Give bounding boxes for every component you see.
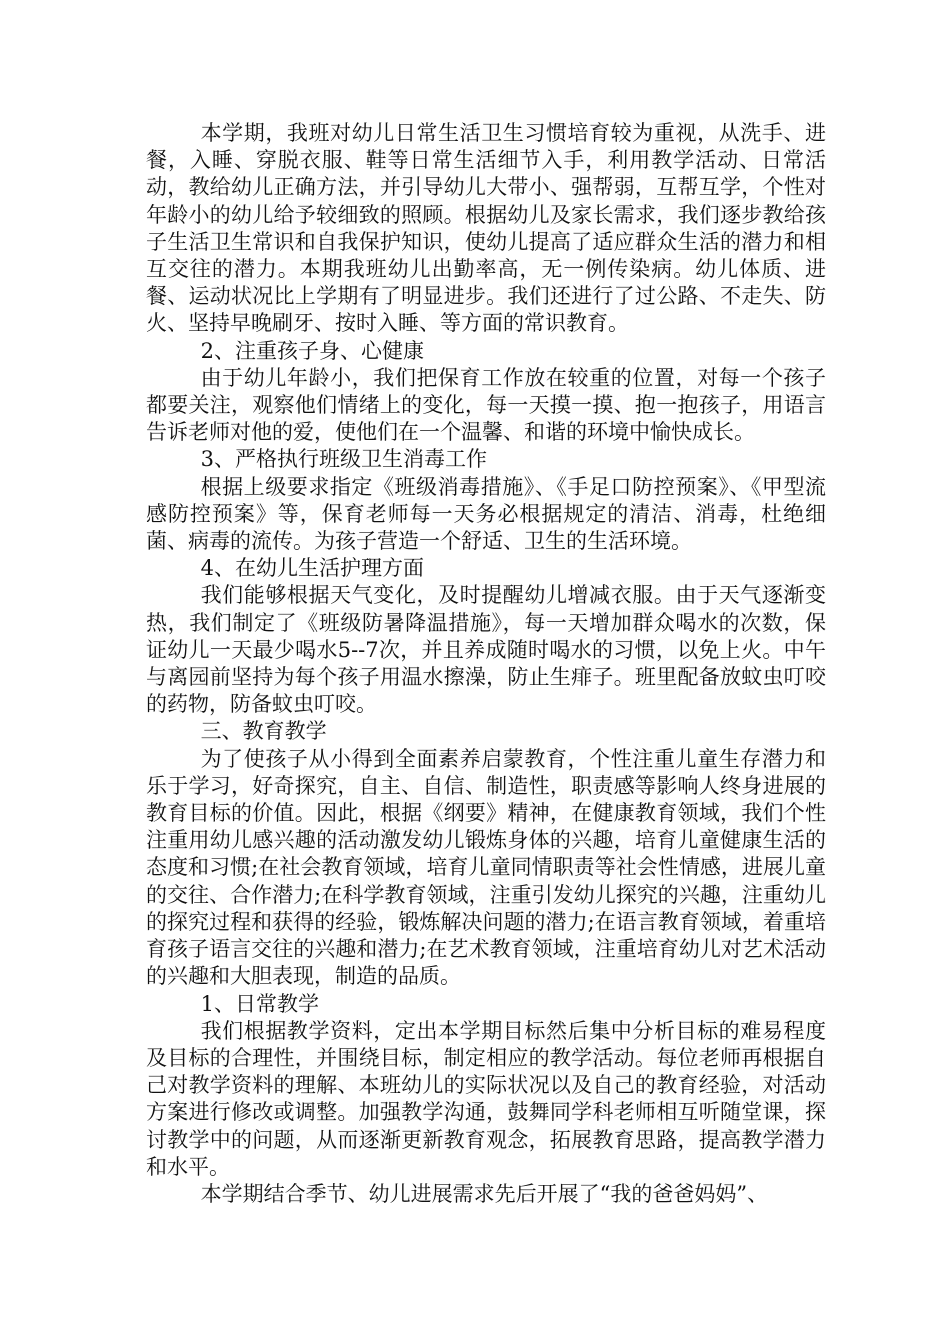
paragraph-semester-activities: 本学期结合季节、幼儿进展需求先后开展了“我的爸爸妈妈”、 xyxy=(200,1181,769,1206)
document-page xyxy=(146,120,826,1208)
heading-education-teaching: 三、教育教学 xyxy=(200,719,327,744)
heading-daily-teaching: 1、日常教学 xyxy=(200,991,319,1016)
paragraph-daily-hygiene: 本学期，我班对幼儿日常生活卫生习惯培育较为重视，从洗手、进餐，入睡、穿脱衣服、鞋等日常生活细节入手，利用教学活动、日常活动，教给幼儿正确方法，并引导幼儿大带小、强帮弱，互帮互学，个性对年龄小的幼儿给予较细致的照顾。根据幼儿及家长需求，我们逐步教给孩子生活卫生常识和自我保护知识，使幼儿提高了适应群众生活的潜力和相互交往的潜力。本期我班幼儿出勤率高，无一例传染病。幼儿体质、进餐、运动状况比上学期有了明显进步。我们还进行了过公路、不走失、防火、坚持早晚刷牙、按时入睡、等方面的常识教育。 xyxy=(146,121,826,336)
heading-life-care: 4、在幼儿生活护理方面 xyxy=(200,556,424,581)
heading-body-mind-health: 2、注重孩子身、心健康 xyxy=(200,338,424,363)
paragraph-education-goals: 为了使孩子从小得到全面素养启蒙教育，个性注重儿童生存潜力和乐于学习，好奇探究，自主、自信、制造性，职责感等影响人终身进展的教育目标的价值。因此，根据《纲要》精神，在健康教育领域，我们个性注重用幼儿感兴趣的活动激发幼儿锻炼身体的兴趣，培育儿童健康生活的态度和习惯;在社会教育领域，培育儿童同情职责等社会性情感，进展儿童的交往、合作潜力;在科学教育领域，注重引发幼儿探究的兴趣，注重幼儿的探究过程和获得的经验，锻炼解决问题的潜力;在语言教育领域，着重培育孩子语言交往的兴趣和潜力;在艺术教育领域，注重培育幼儿对艺术活动的兴趣和大胆表现，制造的品质。 xyxy=(146,746,826,989)
paragraph-daily-teaching: 我们根据教学资料，定出本学期目标然后集中分析目标的难易程度及目标的合理性，并围绕目标，制定相应的教学活动。每位老师再根据自己对教学资料的理解、本班幼儿的实际状况以及自己的教育经验，对活动方案进行修改或调整。加强教学沟通，鼓舞同学科老师相互听随堂课，探讨教学中的问题，从而逐渐更新教育观念，拓展教育思路，提高教学潜力和水平。 xyxy=(146,1018,826,1179)
paragraph-disinfection: 根据上级要求指定《班级消毒措施》、《手足口防控预案》、《甲型流感防控预案》等，保育老师每一天务必根据规定的清洁、消毒，杜绝细菌、病毒的流传。为孩子营造一个舒适、卫生的生活环境。 xyxy=(146,474,826,554)
paragraph-care-attention: 由于幼儿年龄小，我们把保育工作放在较重的位置，对每一个孩子都要关注，观察他们情绪上的变化，每一天摸一摸、抱一抱孩子，用语言告诉老师对他的爱，使他们在一个温馨、和谐的环境中愉快成长。 xyxy=(146,365,826,445)
heading-disinfection: 3、严格执行班级卫生消毒工作 xyxy=(200,447,487,472)
paragraph-life-care: 我们能够根据天气变化，及时提醒幼儿增减衣服。由于天气逐渐变热，我们制定了《班级防暑降温措施》，每一天增加群众喝水的次数，保证幼儿一天最少喝水5--7次，并且养成随时喝水的习惯，以免上火。中午与离园前坚持为每个孩子用温水擦澡，防止生痱子。班里配备放蚊虫叮咬的药物，防备蚊虫叮咬。 xyxy=(146,583,826,717)
